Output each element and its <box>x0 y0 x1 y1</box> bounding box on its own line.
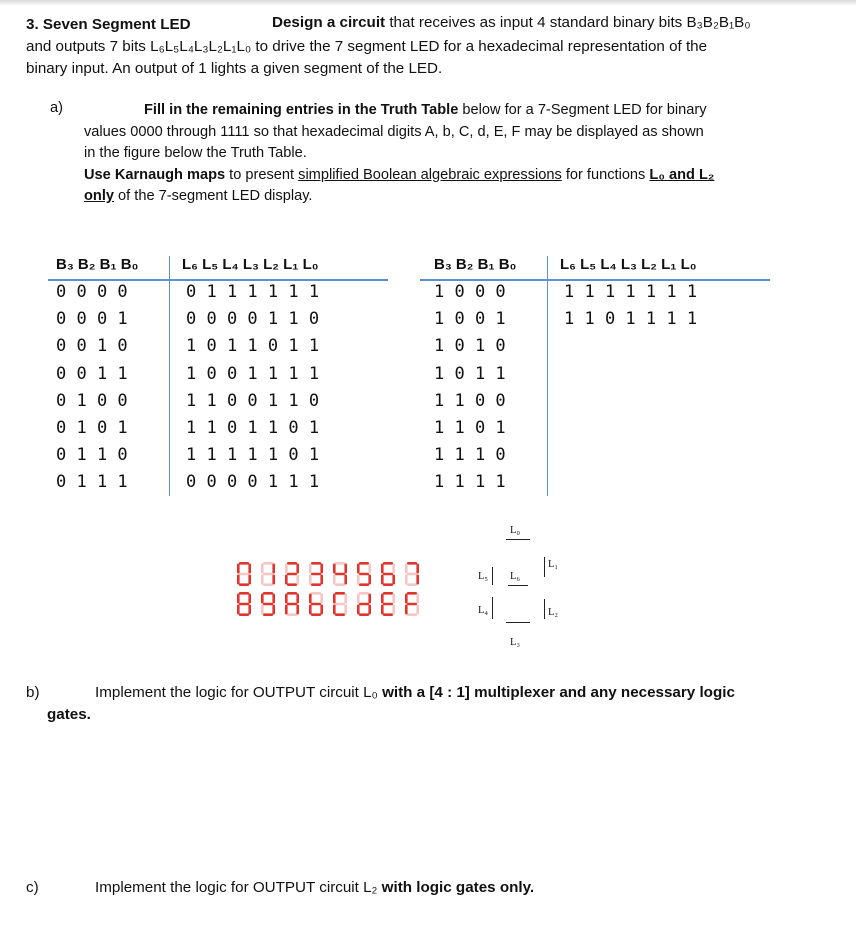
right-row-1-outputs: 1 1 0 1 1 1 1 <box>564 309 698 330</box>
segment-E-g <box>383 603 393 606</box>
segment-0-d <box>239 583 249 586</box>
segment-C-a <box>335 592 345 595</box>
intro-line-2: and outputs 7 bits L₆L₅L₄L₃L₂L₁L₀ to drive the 7 segment LED for a hexadecimal representation of the <box>26 38 708 55</box>
segment-2-c <box>296 575 299 585</box>
segment-F-g <box>407 603 417 606</box>
segment-E-e <box>381 605 384 615</box>
left-header-rule <box>48 279 388 281</box>
segment-F-c <box>416 605 419 615</box>
left-row-0-outputs: 0 1 1 1 1 1 1 <box>186 282 320 302</box>
segment-4-e <box>333 575 336 585</box>
segment-5-f <box>357 564 360 574</box>
segment-0-g <box>239 573 249 576</box>
segment-4-b <box>344 564 347 574</box>
segment-8-e <box>237 605 240 615</box>
segment-8-g <box>239 603 249 606</box>
segment-L6 <box>508 585 528 586</box>
segment-A-e <box>285 605 288 615</box>
left-row-5-outputs: 1 1 0 1 1 0 1 <box>186 418 320 438</box>
segment-legend <box>470 525 580 655</box>
left-row-5-inputs: 0 1 0 1 <box>56 418 128 438</box>
part-c-text <box>95 879 534 896</box>
segment-9-d <box>263 613 273 616</box>
segment-1-g <box>263 573 273 576</box>
right-row-0-outputs: 1 1 1 1 1 1 1 <box>564 282 698 302</box>
truth-table-right <box>434 256 774 496</box>
segment-b-e <box>309 605 312 615</box>
segment-8-f <box>237 594 240 604</box>
segment-A-f <box>285 594 288 604</box>
part-a-l4-tail: for functions <box>561 166 650 183</box>
part-b-label: b) <box>26 684 40 701</box>
segment-2-g <box>287 573 297 576</box>
segment-L5 <box>492 567 493 585</box>
segment-7-g <box>407 573 417 576</box>
segment-A-a <box>287 592 297 595</box>
segment-9-a <box>263 592 273 595</box>
problem-heading: Design a circuit <box>272 14 386 31</box>
segment-A-g <box>287 603 297 606</box>
segment-3-e <box>309 575 312 585</box>
segment-F-a <box>407 592 417 595</box>
left-row-4-outputs: 1 1 0 0 1 1 0 <box>186 390 320 411</box>
segment-6-f <box>381 564 384 574</box>
segment-4-c <box>344 575 347 585</box>
segment-E-d <box>383 613 393 616</box>
segment-9-b <box>272 594 275 604</box>
segment-1-a <box>263 562 273 565</box>
segment-C-c <box>344 605 347 615</box>
segment-9-c <box>272 605 275 615</box>
left-row-1-inputs: 0 0 0 1 <box>56 309 128 330</box>
segment-0-c <box>248 575 251 585</box>
segment-9-e <box>261 605 264 615</box>
right-divider <box>547 256 548 496</box>
segment-1-b <box>272 564 275 574</box>
label-L0: L₀ <box>510 525 521 536</box>
label-L4: L₄ <box>478 605 489 616</box>
segment-C-b <box>344 594 347 604</box>
segment-A-d <box>287 613 297 616</box>
right-row-3-inputs: 1 0 1 1 <box>434 363 506 384</box>
segment-b-f <box>309 594 312 604</box>
segment-7-e <box>405 575 408 585</box>
segment-5-c <box>368 575 371 585</box>
part-a-l4-bold: Use Karnaugh maps <box>84 166 226 183</box>
right-row-7-inputs: 1 1 1 1 <box>434 472 506 493</box>
top-edge <box>0 0 856 6</box>
segment-1-e <box>261 575 264 585</box>
digits-row-0-7 <box>237 562 419 586</box>
segment-5-b <box>368 564 371 574</box>
segment-6-a <box>383 562 393 565</box>
segment-d-f <box>357 594 360 604</box>
segment-3-d <box>311 583 321 586</box>
segment-7-a <box>407 562 417 565</box>
part-b-text-a: Implement the logic for OUTPUT circuit L₀ <box>95 684 383 701</box>
segment-d-c <box>368 605 371 615</box>
right-row-1-inputs: 1 0 0 1 <box>434 309 506 330</box>
problem-heading-line <box>272 14 751 31</box>
segment-L1 <box>544 557 545 577</box>
segment-E-c <box>392 605 395 615</box>
part-a-text <box>84 100 784 208</box>
segment-3-a <box>311 562 321 565</box>
segment-E-b <box>392 594 395 604</box>
segment-5-g <box>359 573 369 576</box>
part-a-l1-bold: Fill in the remaining entries in the Truth Table <box>144 102 459 118</box>
segment-0-a <box>239 562 249 565</box>
segment-E-a <box>383 592 393 595</box>
intro-line-1: that receives as input 4 standard binary bits B₃B₂B₁B₀ <box>385 14 751 31</box>
segment-4-g <box>335 573 345 576</box>
segment-F-f <box>405 594 408 604</box>
segment-6-g <box>383 573 393 576</box>
left-row-7-inputs: 0 1 1 1 <box>56 472 128 493</box>
segment-0-b <box>248 564 251 574</box>
left-row-7-outputs: 0 0 0 0 1 1 1 <box>186 472 320 493</box>
segment-3-g <box>311 573 321 576</box>
left-row-3-inputs: 0 0 1 1 <box>56 363 128 384</box>
segment-4-f <box>333 564 336 574</box>
segment-L0 <box>506 539 530 540</box>
right-row-0-inputs: 1 0 0 0 <box>434 282 506 302</box>
segment-0-f <box>237 564 240 574</box>
right-row-5-inputs: 1 1 0 1 <box>434 418 506 438</box>
part-b-text-b: with a [4 : 1] multiplexer and any necessary logic <box>382 684 735 701</box>
segment-L2 <box>544 599 545 619</box>
segment-3-f <box>309 564 312 574</box>
segment-9-f <box>261 594 264 604</box>
segment-6-d <box>383 583 393 586</box>
segment-C-f <box>333 594 336 604</box>
segment-2-b <box>296 564 299 574</box>
left-row-4-inputs: 0 1 0 0 <box>56 390 128 411</box>
segment-E-f <box>381 594 384 604</box>
part-c-label: c) <box>26 879 39 896</box>
part-a-l3: in the figure below the Truth Table. <box>84 145 307 161</box>
segment-d-a <box>359 592 369 595</box>
segment-C-g <box>335 603 345 606</box>
left-row-3-outputs: 1 0 0 1 1 1 1 <box>186 363 320 384</box>
left-row-2-inputs: 0 0 1 0 <box>56 336 128 357</box>
seven-segment-digits <box>233 560 433 620</box>
segment-3-c <box>320 575 323 585</box>
right-row-4-inputs: 1 1 0 0 <box>434 390 506 411</box>
segment-C-e <box>333 605 336 615</box>
segment-8-a <box>239 592 249 595</box>
part-a-l5-underline: only <box>84 188 114 204</box>
segment-b-c <box>320 605 323 615</box>
problem-title: 3. Seven Segment LED <box>26 16 191 33</box>
segment-b-g <box>311 603 321 606</box>
truth-table-left <box>56 256 396 496</box>
segment-6-e <box>381 575 384 585</box>
segment-1-f <box>261 564 264 574</box>
label-L6: L₆ <box>510 571 521 582</box>
segment-F-b <box>416 594 419 604</box>
segment-7-d <box>407 583 417 586</box>
part-a-l4-underline: simplified Boolean algebraic expressions <box>298 166 562 183</box>
segment-L4 <box>492 597 493 619</box>
segment-5-a <box>359 562 369 565</box>
segment-9-g <box>263 603 273 606</box>
segment-d-e <box>357 605 360 615</box>
segment-5-e <box>357 575 360 585</box>
segment-7-c <box>416 575 419 585</box>
segment-b-b <box>320 594 323 604</box>
left-row-1-outputs: 0 0 0 0 1 1 0 <box>186 309 320 330</box>
digits-row-8-F <box>237 592 419 616</box>
segment-d-b <box>368 594 371 604</box>
segment-7-f <box>405 564 408 574</box>
left-row-6-outputs: 1 1 1 1 1 0 1 <box>186 445 320 466</box>
part-a-label: a) <box>50 100 63 116</box>
segment-2-a <box>287 562 297 565</box>
part-a-l1-rest: below for a 7-Segment LED for binary <box>458 102 707 118</box>
left-row-0-inputs: 0 0 0 0 <box>56 282 128 302</box>
part-c-text-a: Implement the logic for OUTPUT circuit L₂ <box>95 879 382 896</box>
segment-F-d <box>407 613 417 616</box>
segment-3-b <box>320 564 323 574</box>
segment-b-d <box>311 613 321 616</box>
segment-0-e <box>237 575 240 585</box>
segment-1-c <box>272 575 275 585</box>
segment-5-d <box>359 583 369 586</box>
segment-b-a <box>311 592 321 595</box>
right-row-2-inputs: 1 0 1 0 <box>434 336 506 357</box>
segment-8-b <box>248 594 251 604</box>
segment-2-d <box>287 583 297 586</box>
label-L1: L₁ <box>548 559 559 570</box>
left-divider <box>169 256 170 496</box>
label-L2: L₂ <box>548 607 559 618</box>
segment-F-e <box>405 605 408 615</box>
segment-4-a <box>335 562 345 565</box>
part-a-l2: values 0000 through 1111 so that hexadecimal digits A, b, C, d, E, F may be displayed as shown <box>84 123 704 140</box>
part-b-text <box>95 684 795 701</box>
segment-4-d <box>335 583 345 586</box>
segment-8-d <box>239 613 249 616</box>
intro-line-3: binary input. An output of 1 lights a given segment of the LED. <box>26 60 443 77</box>
left-row-6-inputs: 0 1 1 0 <box>56 445 128 466</box>
part-c-text-b: with logic gates only. <box>381 879 535 896</box>
segment-6-c <box>392 575 395 585</box>
right-output-header: L₆ L₅ L₄ L₃ L₂ L₁ L₀ <box>560 256 697 273</box>
segment-8-c <box>248 605 251 615</box>
segment-1-d <box>263 583 273 586</box>
segment-7-b <box>416 564 419 574</box>
right-input-header: B₃ B₂ B₁ B₀ <box>434 256 517 273</box>
label-L5: L₅ <box>478 571 489 582</box>
segment-A-c <box>296 605 299 615</box>
segment-2-f <box>285 564 288 574</box>
segment-6-b <box>392 564 395 574</box>
segment-2-e <box>285 575 288 585</box>
segment-C-d <box>335 613 345 616</box>
segment-d-d <box>359 613 369 616</box>
part-a-l4-mid: to present <box>225 166 299 183</box>
right-row-6-inputs: 1 1 1 0 <box>434 445 506 466</box>
segment-A-b <box>296 594 299 604</box>
part-b-text-c: gates. <box>47 706 91 723</box>
part-a-l5-rest: of the 7-segment LED display. <box>114 188 313 204</box>
segment-L3 <box>506 622 530 623</box>
left-row-2-outputs: 1 0 1 1 0 1 1 <box>186 336 320 357</box>
segment-d-g <box>359 603 369 606</box>
left-output-header: L₆ L₅ L₄ L₃ L₂ L₁ L₀ <box>182 256 319 273</box>
label-L3: L₃ <box>510 637 521 648</box>
part-a-l4-funcs: L₀ and L₂ <box>649 166 715 183</box>
right-header-rule <box>420 279 770 281</box>
left-input-header: B₃ B₂ B₁ B₀ <box>56 256 139 273</box>
